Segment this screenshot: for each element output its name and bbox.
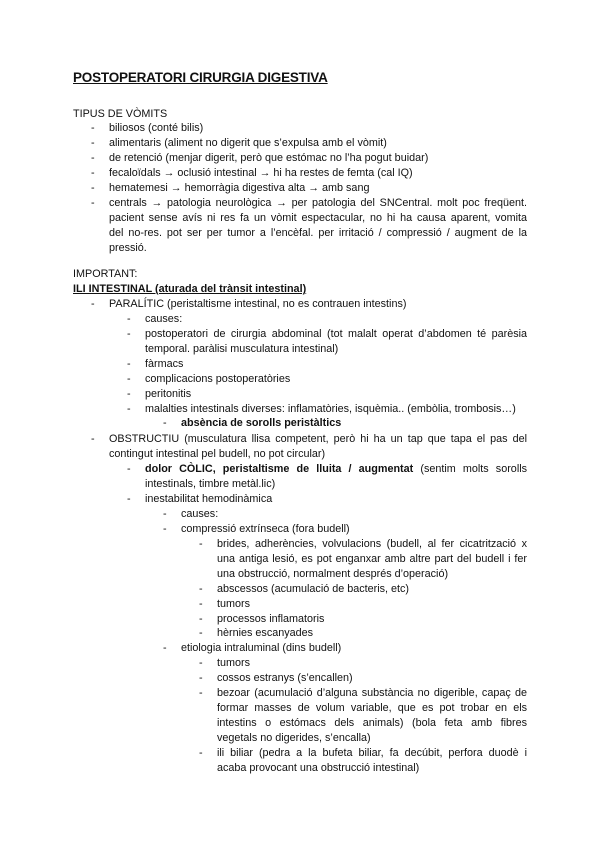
intraluminal-label: etiologia intraluminal (dins budell): [181, 642, 342, 654]
obstructiu-instability: inestabilitat hemodinàmica: [145, 493, 273, 505]
bullet-dash: -: [199, 747, 203, 759]
extrinseca-brides-line: una obstrucció, normalment després d’operació): [217, 568, 449, 580]
obstructiu-causes-label: causes:: [181, 508, 219, 520]
vomit-item: biliosos (conté bilis): [109, 122, 204, 134]
obstructiu-line: OBSTRUCTIU (musculatura llisa competent, però hi ha un tap que tapa el pas del: [109, 433, 527, 445]
paralitic-cause-item: complicacions postoperatòries: [145, 373, 291, 385]
bullet-dash: -: [199, 538, 203, 550]
bullet-dash: -: [163, 523, 167, 535]
obstructiu-colic-rest: (sentim molts sorolls: [420, 463, 528, 475]
bullet-dash: -: [91, 167, 95, 179]
vomit-centrals-line: centrals → patologia neurològica → per patologia del SNCentral. molt poc freqüent.: [109, 197, 527, 209]
intraluminal-ili-biliar-line: ili biliar (pedra a la bufeta biliar, fa decúbit, perfora duodè i: [217, 747, 527, 759]
vomit-item: hematemesi → hemorràgia digestiva alta → amb sang: [109, 182, 370, 194]
vomit-centrals-line: pacient sense avís ni res fa un vòmit espectacular, no hi ha causa aparent, vomita: [109, 212, 527, 224]
vomit-centrals-line: pressió.: [109, 242, 147, 254]
bullet-dash: -: [199, 583, 203, 595]
extrinseca-item: abscessos (acumulació de bacteris, etc): [217, 583, 410, 595]
obstructiu-line: contingut intestinal pel budell, no pot circular): [109, 448, 326, 460]
vomit-item: alimentaris (aliment no digerit que s’expulsa amb el vòmit): [109, 137, 387, 149]
extrinseca-item: processos inflamatoris: [217, 613, 325, 625]
intraluminal-item: tumors: [217, 657, 250, 669]
paralitic-causes-label: causes:: [145, 313, 183, 325]
intraluminal-ili-biliar-line: acaba provocant una obstrucció intestinal): [217, 762, 420, 774]
paralitic-label: PARALÍTIC (peristaltisme intestinal, no es contrauen intestins): [109, 298, 407, 310]
paralitic-cause-item: fàrmacs: [145, 358, 184, 370]
bullet-dash: -: [199, 657, 203, 669]
bullet-dash: -: [127, 358, 131, 370]
vomit-item: de retenció (menjar digerit, però que estómac no l’ha pogut buidar): [109, 152, 429, 164]
paralitic-cause-item: peritonitis: [145, 388, 192, 400]
important-label: IMPORTANT:: [73, 268, 138, 280]
bullet-dash: -: [163, 642, 167, 654]
bullet-dash: -: [91, 122, 95, 134]
page-title: POSTOPERATORI CIRURGIA DIGESTIVA: [73, 70, 328, 85]
intraluminal-bezoar-line: intestins o estómacs dels animals) (bola feta amb fibres: [217, 717, 527, 729]
extrinseca-item: tumors: [217, 598, 250, 610]
bullet-dash: -: [91, 137, 95, 149]
obstructiu-colic-line: [145, 463, 527, 476]
bullet-dash: -: [127, 373, 131, 385]
bullet-dash: -: [91, 433, 95, 445]
bullet-dash: -: [91, 152, 95, 164]
bullet-dash: -: [127, 328, 131, 340]
intraluminal-item: cossos estranys (s’encallen): [217, 672, 353, 684]
paralitic-postop-line: temporal. paràlisi musculatura intestinal): [145, 343, 339, 355]
bullet-dash: -: [127, 493, 131, 505]
bullet-dash: -: [91, 298, 95, 310]
vomit-centrals-line: del no-res. pot ser per tumor a l’encèfal. per irritació / compressió / augment de la: [109, 227, 527, 239]
extrinseca-brides-line: brides, adherències, volvulacions (budell, al fer cicatrització x: [217, 538, 527, 550]
intraluminal-bezoar-line: formar masses de volum variable, que es pot trobar en els: [217, 702, 527, 714]
bullet-dash: -: [127, 403, 131, 415]
bullet-dash: -: [199, 598, 203, 610]
bullet-dash: -: [199, 613, 203, 625]
extrinseca-brides-line: una antiga lesió, es pot enganxar amb altre part del budell i fer: [217, 553, 527, 565]
intraluminal-bezoar-line: bezoar (acumulació d’alguna substància no digerible, capaç de: [217, 687, 527, 699]
bullet-dash: -: [91, 182, 95, 194]
intraluminal-bezoar-line: vegetals no digerides, s’encalla): [217, 732, 371, 744]
bullet-dash: -: [199, 627, 203, 639]
paralitic-cause-item: malalties intestinals diverses: inflamatòries, isquèmia.. (embòlia, trombosis…): [145, 403, 516, 415]
bullet-dash: -: [127, 463, 131, 475]
bullet-dash: -: [163, 417, 167, 429]
ili-intestinal-heading: ILI INTESTINAL (aturada del trànsit intestinal): [73, 283, 307, 295]
bullet-dash: -: [91, 197, 95, 209]
bullet-dash: -: [199, 672, 203, 684]
paralitic-sign: absència de sorolls peristàltics: [181, 417, 342, 429]
bullet-dash: -: [127, 388, 131, 400]
vomits-heading: TIPUS DE VÒMITS: [73, 108, 168, 120]
extrinseca-item: hèrnies escanyades: [217, 627, 314, 639]
bullet-dash: -: [199, 687, 203, 699]
paralitic-postop-line: postoperatori de cirurgia abdominal (tot malalt operat d’abdomen té parèsia: [145, 328, 527, 340]
obstructiu-colic-bold: dolor CÒLIC, peristaltisme de lluita / augmentat: [145, 463, 414, 475]
obstructiu-colic-line2: intestinals, timbre metàl.lic): [145, 478, 276, 490]
vomit-item: fecaloïdals → oclusió intestinal → hi ha restes de femta (cal IQ): [109, 167, 413, 179]
bullet-dash: -: [163, 508, 167, 520]
bullet-dash: -: [127, 313, 131, 325]
extrinseca-label: compressió extrínseca (fora budell): [181, 523, 350, 535]
